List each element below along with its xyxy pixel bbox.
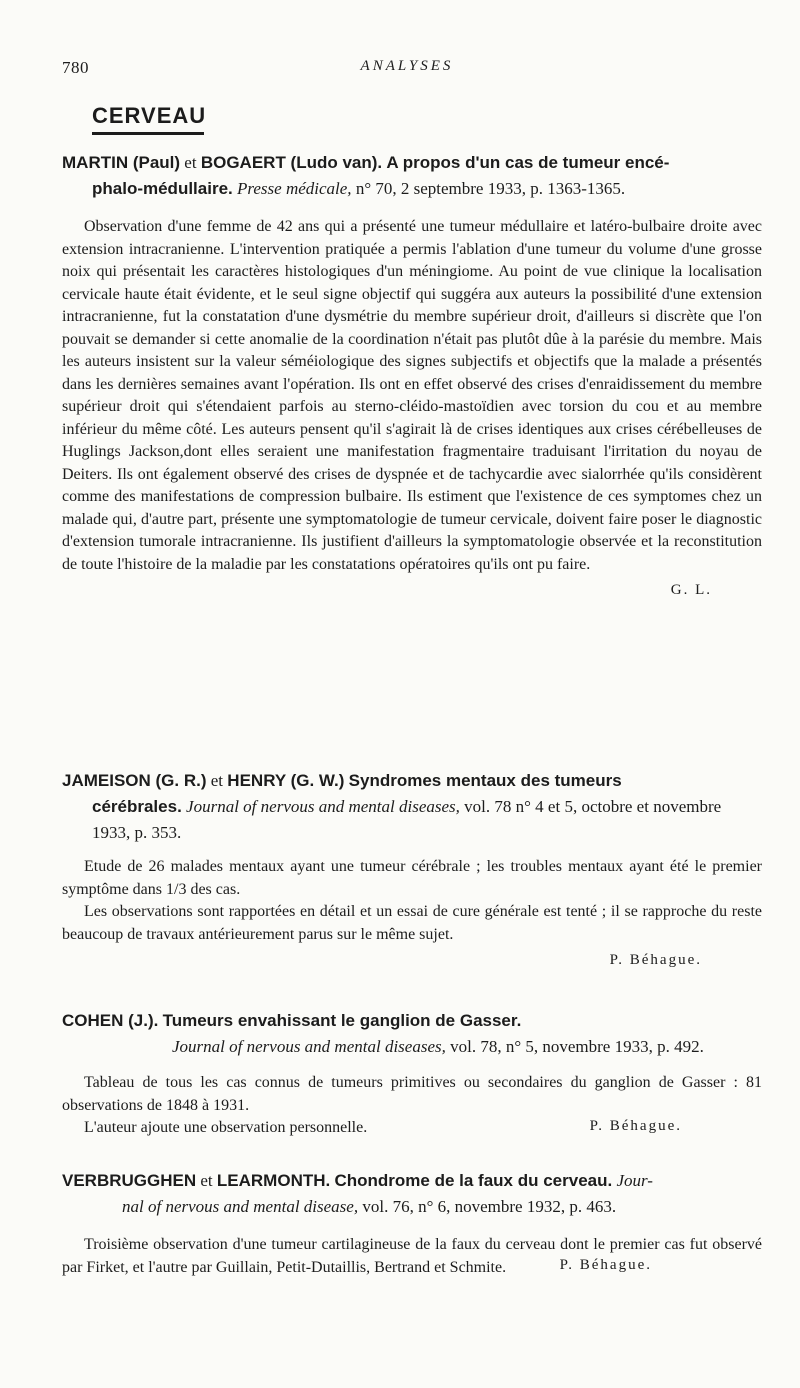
entry-journal: Presse médicale, bbox=[237, 179, 352, 198]
section-underline bbox=[92, 132, 204, 135]
entry-paragraph: Observation d'une femme de 42 ans qui a présenté une tumeur médullaire et latéro-bulbaire droite avec extension intracranienne. L'intervention pratiquée a permis l'ablation d'une tumeur du volume d'une grosse noix qui présentait les caractères histologiques d'un méningiome. Au point de vue clinique la localisation cervicale haute était évidente, et le seul signe objectif qui suggéra aux auteurs la possibilité d'une extension intracranienne, fut la constatation d'une dysmétrie du membre supérieur droit, d'ailleurs si discrète que l'on pouvait se demander si cette anomalie de la coordination n'était pas plutôt dûe à la parésie du membre. Mais les auteurs insistent sur la valeur séméiologique des signes subjectifs et objectifs que la malade a présentés dans les dernières semaines avant l'opération. Ils ont en effet observé des crises d'enraidissement du membre supérieur droit qui s'étendaient parfois au sterno-cléido-mastoïdien avec torsion du cou et au membre inférieur du même côté. Les auteurs pensent qu'il s'agirait là de crises identiques aux crises cérébelleuses de Huglings Jackson,dont elles seraient une manifestation fragmentaire traduisant l'irritation du noyau de Deiters. Ils ont également observé des crises de dyspnée et de tachycardie avec sialorrhée qu'ils considèrent comme des manifestations de compression bulbaire. Ils estiment que l'existence de ces symptomes chez un malade qui, d'autre part, présente une symptomatologie de tumeur cervicale, doivent faire poser le diagnostic d'extension tumorale intracranienne. Ils justifient d'ailleurs la symptomatologie observée et la reconstitution de toute l'histoire de la maladie par les constatations opératoires qu'ils ont pu faire. bbox=[62, 218, 762, 573]
entry-journal: Jour- bbox=[616, 1171, 653, 1190]
entry-conjunction: et bbox=[200, 1171, 213, 1190]
entry-conjunction: et bbox=[210, 771, 224, 790]
entry-authors: JAMEISON (G. R.) bbox=[62, 771, 207, 790]
abstract-entry-verbrugghen bbox=[62, 1168, 762, 1274]
entry-paragraph: L'auteur ajoute une observation personnelle. bbox=[84, 1119, 368, 1136]
entry-body bbox=[62, 856, 762, 946]
entry-journal: Journal of nervous and mental diseases, bbox=[186, 797, 460, 816]
entry-journal: Journal of nervous and mental diseases, bbox=[172, 1037, 446, 1056]
entry-authors: HENRY (G. W.) bbox=[227, 771, 345, 790]
entry-title: phalo-médullaire. bbox=[92, 179, 233, 198]
entry-citation: vol. 78 n° 4 et 5, octobre et novembre 1933, p. 353. bbox=[92, 797, 722, 842]
entry-citation: n° 70, 2 septembre 1933, p. 1363-1365. bbox=[355, 179, 626, 198]
running-header bbox=[62, 58, 752, 80]
entry-authors: MARTIN (Paul) bbox=[62, 153, 181, 172]
entry-heading-continued bbox=[62, 794, 762, 846]
abstract-entry-martin bbox=[62, 150, 762, 599]
entry-conjunction: et bbox=[184, 153, 197, 172]
entry-paragraph: Etude de 26 malades mentaux ayant une tumeur cérébrale ; les troubles mentaux ayant été le premier symptôme dans 1/3 des cas. bbox=[62, 858, 762, 898]
entry-authors: BOGAERT (Ludo van). bbox=[200, 153, 383, 172]
abstract-entry-jameison bbox=[62, 768, 762, 969]
section-title: CERVEAU bbox=[92, 103, 207, 128]
entry-signature: P. Béhague. bbox=[559, 1257, 652, 1273]
entry-title: cérébrales. bbox=[92, 797, 182, 816]
entry-heading bbox=[62, 1168, 762, 1194]
entry-title: Syndromes mentaux des tumeurs bbox=[348, 771, 622, 790]
entry-body bbox=[62, 216, 762, 576]
entry-citation: vol. 76, n° 6, novembre 1932, p. 463. bbox=[362, 1197, 617, 1216]
entry-heading-continued bbox=[62, 1194, 762, 1220]
running-title: ANALYSES bbox=[360, 58, 454, 74]
entry-authors: COHEN (J.). bbox=[62, 1011, 159, 1030]
entry-title: Tumeurs envahissant le ganglion de Gasser. bbox=[162, 1011, 522, 1030]
entry-authors: VERBRUGGHEN bbox=[62, 1171, 197, 1190]
entry-heading bbox=[62, 1008, 762, 1034]
entry-citation: vol. 78, n° 5, novembre 1933, p. 492. bbox=[450, 1037, 704, 1056]
entry-paragraph: Tableau de tous les cas connus de tumeurs primitives ou secondaires du ganglion de Gasser : 81 observations de 1848 à 1931. bbox=[62, 1074, 762, 1114]
abstract-entry-cohen bbox=[62, 1008, 762, 1135]
entry-heading bbox=[62, 150, 762, 176]
entry-journal: nal of nervous and mental disease, bbox=[122, 1197, 359, 1216]
entry-body bbox=[62, 1234, 762, 1279]
entry-title: A propos d'un cas de tumeur encé- bbox=[386, 153, 670, 172]
entry-title: Chondrome de la faux du cerveau. bbox=[334, 1171, 613, 1190]
entry-signature: P. Béhague. bbox=[609, 952, 702, 968]
entry-heading-continued bbox=[62, 1034, 762, 1060]
entry-authors: LEARMONTH. bbox=[216, 1171, 331, 1190]
entry-paragraph: Les observations sont rapportées en détail et un essai de cure générale est tenté ; il se rapproche du reste beaucoup de travaux antérieurement parus sur le même sujet. bbox=[62, 903, 762, 943]
entry-paragraph: Troisième observation d'une tumeur cartilagineuse de la faux du cerveau dont le premier cas fut observé par Firket, et l'autre par Guillain, Petit-Dutaillis, Bertrand et Schmite. bbox=[62, 1236, 762, 1276]
entry-heading-continued bbox=[62, 176, 762, 202]
entry-signature: G. L. bbox=[670, 582, 712, 598]
page-number: 780 bbox=[62, 58, 89, 77]
entry-heading bbox=[62, 768, 762, 794]
entry-signature: P. Béhague. bbox=[589, 1117, 682, 1134]
